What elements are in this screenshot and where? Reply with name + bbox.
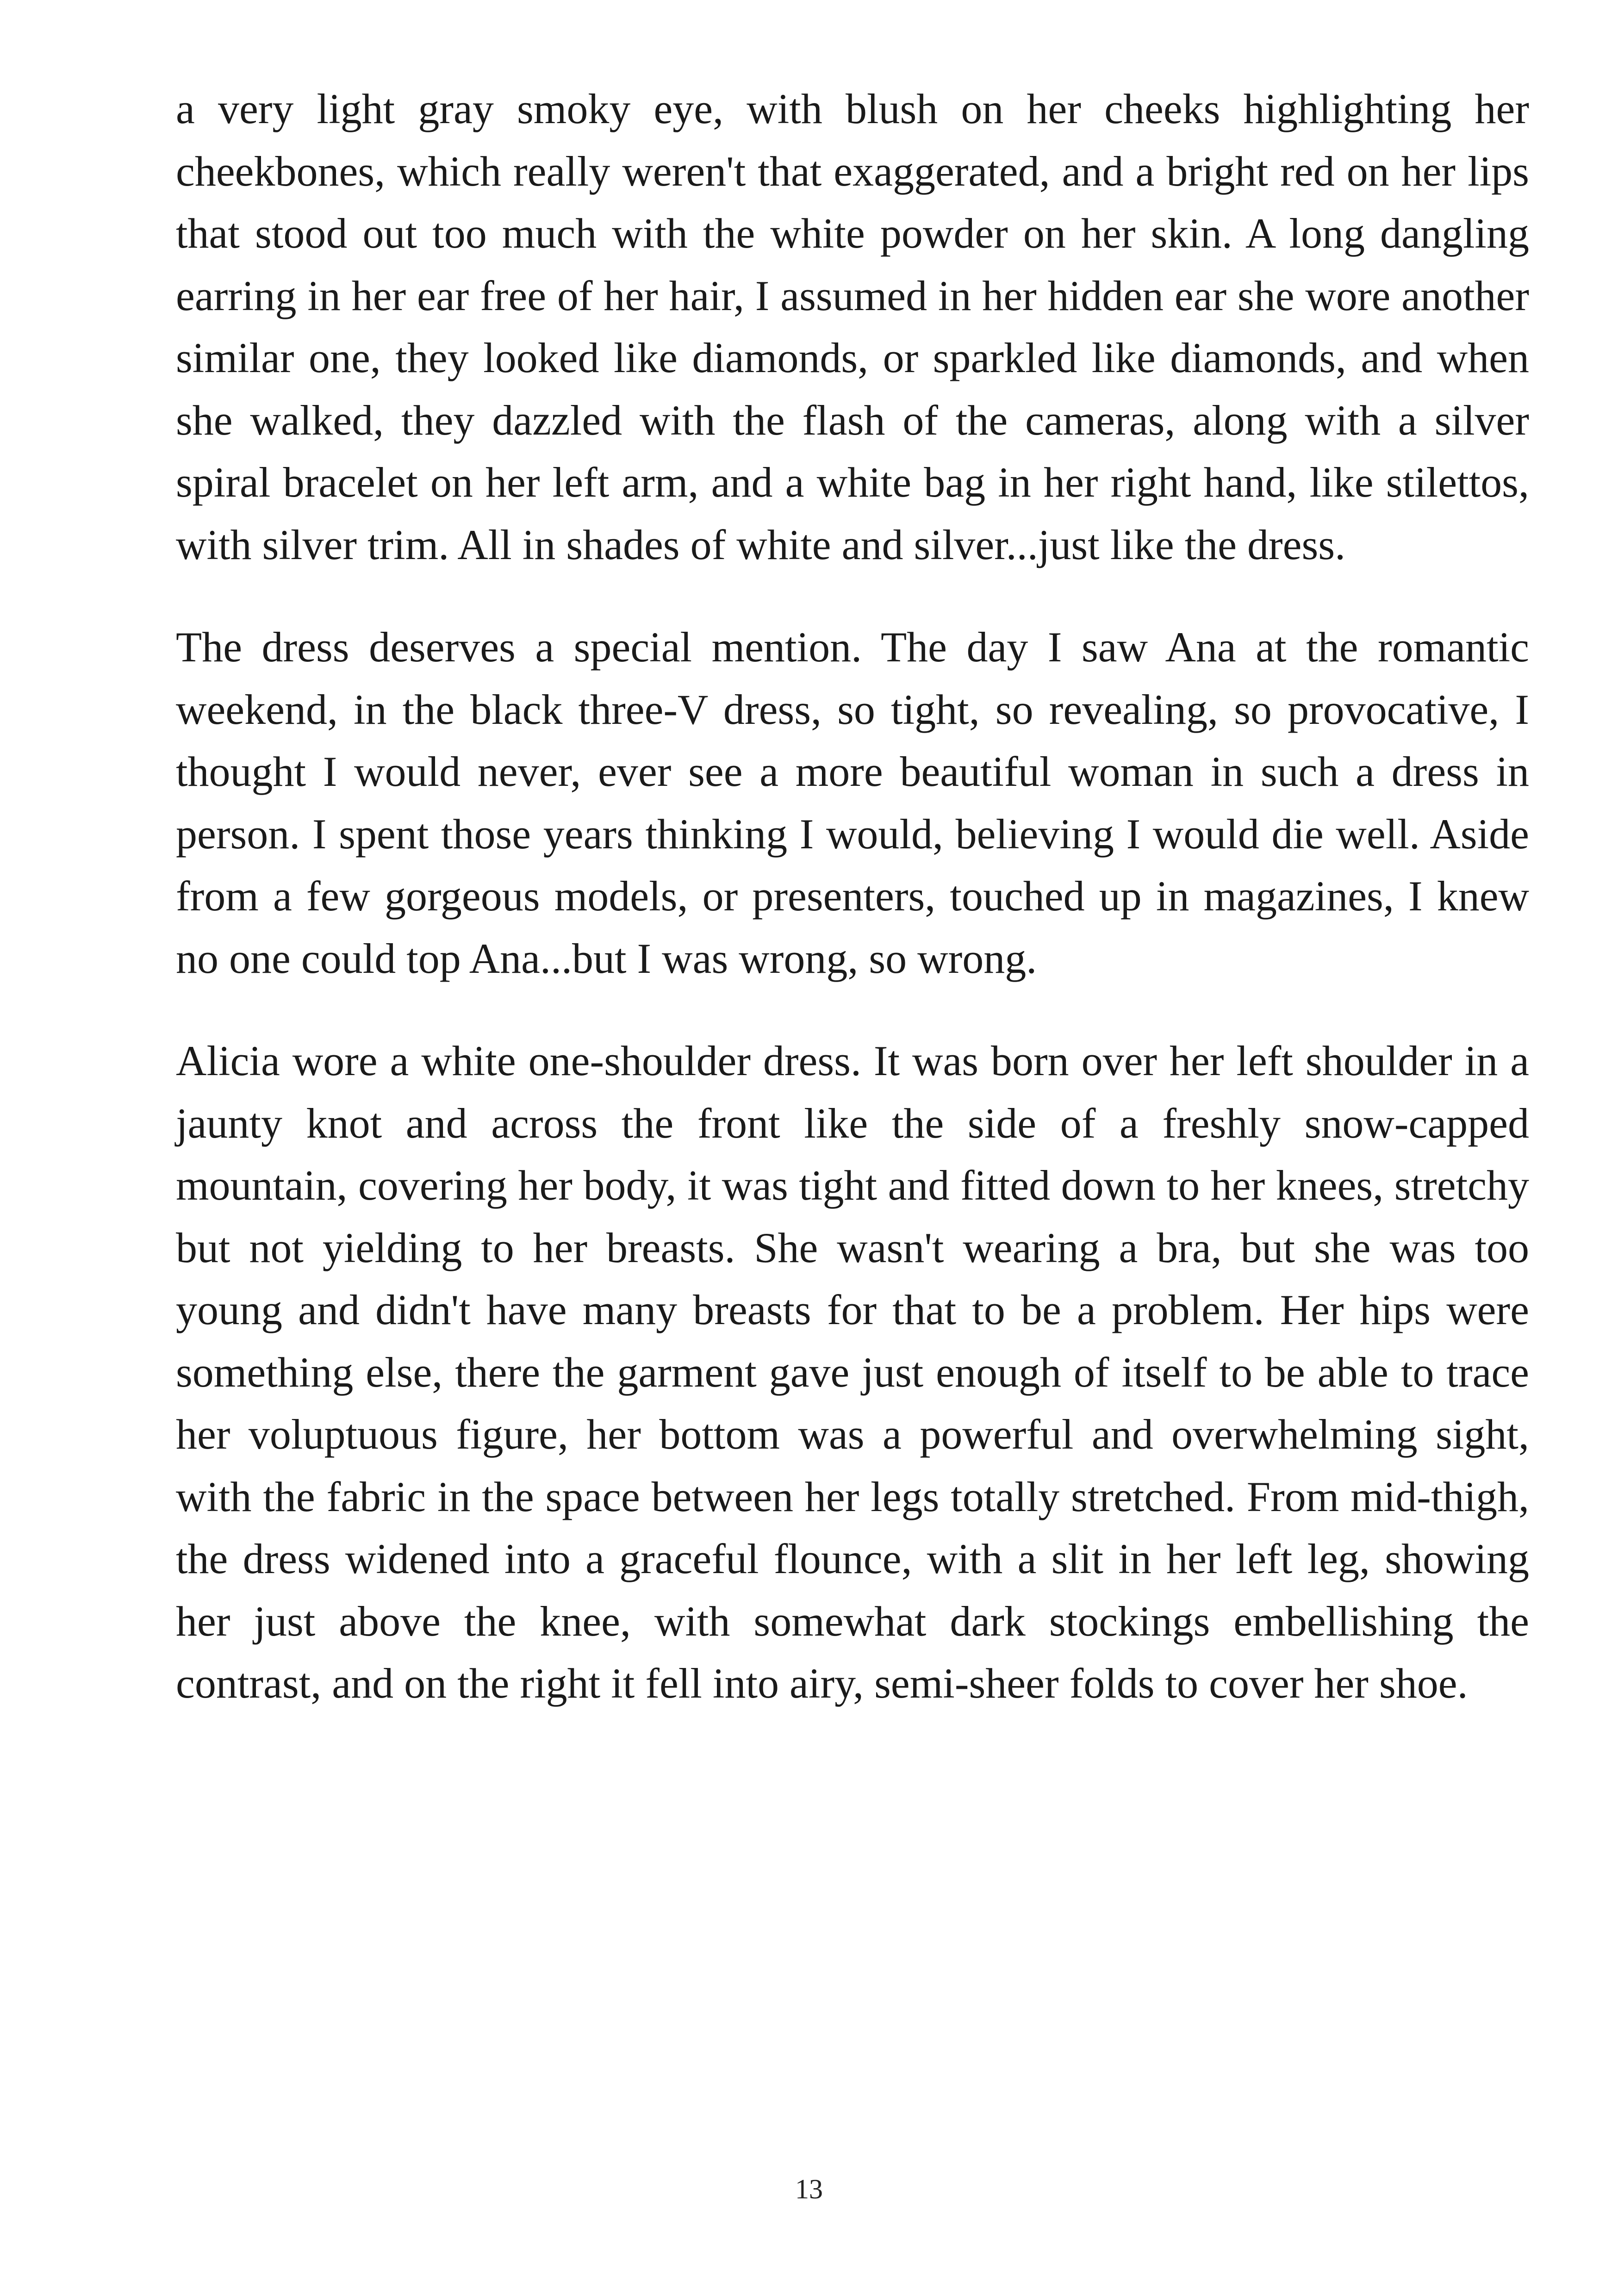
paragraph-1: a very light gray smoky eye, with blush on her cheeks highlighting her cheekbones, which really weren't that exaggerated, and a bright red on her lips that stood out too much with the white powder on her skin. A long dangling earring in her ear free of her hair, I assumed in her hidden ear she wore another similar one, they looked like diamonds, or sparkled like diamonds, and when she walked, they dazzled with the flash of the cameras, along with a silver spiral bracelet on her left arm, and a white bag in her right hand, like stilettos, with silver trim. All in shades of white and silver...just like the dress. (176, 85, 1529, 568)
paragraph-2: The dress deserves a special mention. The day I saw Ana at the romantic weekend, in the black three-V dress, so tight, so revealing, so provocative, I thought I would never, ever see a more beautiful woman in such a dress in person. I spent those years thinking I would, believing I would die well. Aside from a few gorgeous models, or presenters, touched up in magazines, I knew no one could top Ana...but I was wrong, so wrong. (176, 623, 1529, 982)
body-text (176, 78, 1529, 1755)
paragraph-3: Alicia wore a white one-shoulder dress. It was born over her left shoulder in a jaunty knot and across the front like the side of a freshly snow-capped mountain, covering her body, it was tight and fitted down to her knees, stretchy but not yielding to her breasts. She wasn't wearing a bra, but she was too young and didn't have many breasts for that to be a problem. Her hips were something else, there the garment gave just enough of itself to be able to trace her voluptuous figure, her bottom was a powerful and overwhelming sight, with the fabric in the space between her legs totally stretched. From mid-thigh, the dress widened into a graceful flounce, with a slit in her left leg, showing her just above the knee, with somewhat dark stockings embellishing the contrast, and on the right it fell into airy, semi-sheer folds to cover her shoe. (176, 1037, 1529, 1707)
page-number: 13 (795, 2174, 823, 2204)
